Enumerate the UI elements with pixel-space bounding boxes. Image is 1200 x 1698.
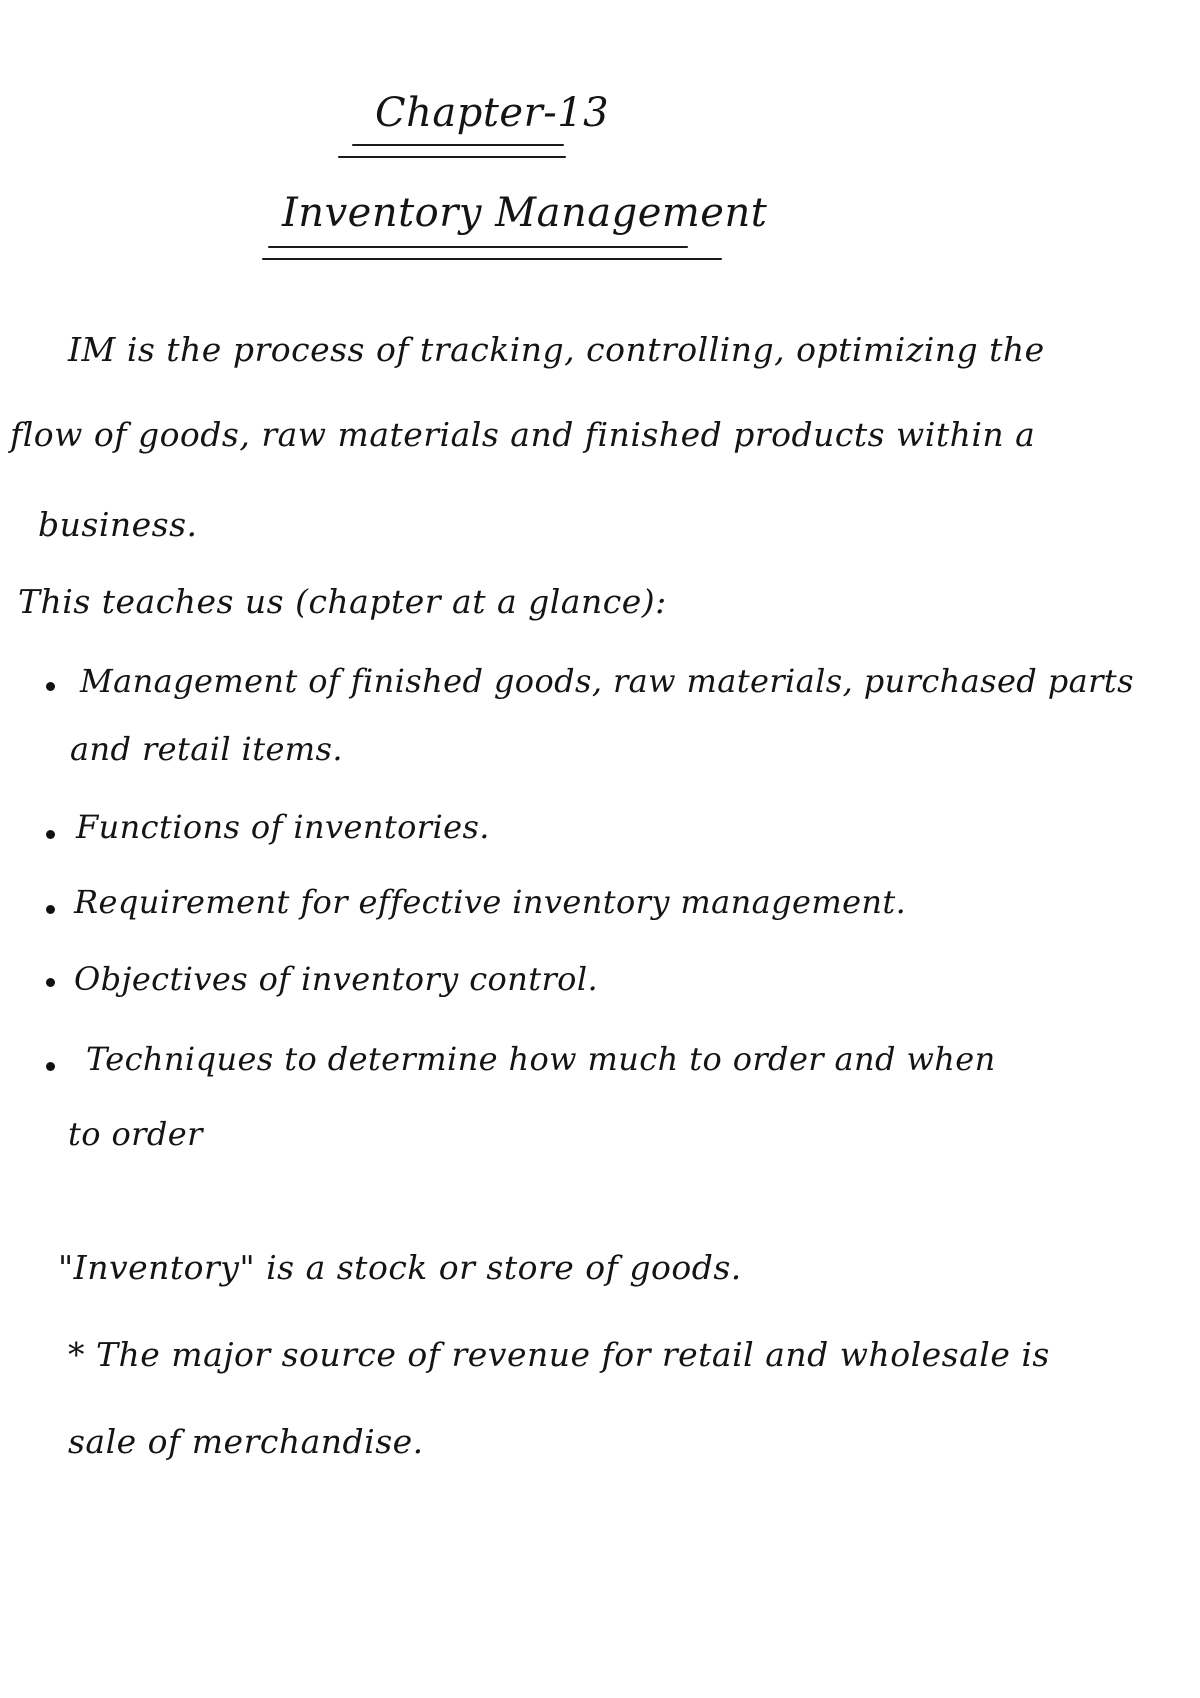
chapter-underline-1 bbox=[352, 144, 564, 146]
chapter-underline-2 bbox=[338, 156, 566, 158]
bullet-1-line-1: Management of finished goods, raw materials, purchased parts bbox=[80, 662, 1134, 700]
topic-underline-1 bbox=[268, 246, 688, 248]
definition-line-2: flow of goods, raw materials and finished products within a bbox=[10, 415, 1036, 454]
bullet-1-line-2: and retail items. bbox=[70, 730, 343, 768]
definition-line-1: IM is the process of tracking, controlling, optimizing the bbox=[68, 330, 1045, 369]
inventory-definition: "Inventory" is a stock or store of goods. bbox=[58, 1248, 742, 1287]
bullet-dot bbox=[46, 978, 55, 987]
bullet-2-line-1: Functions of inventories. bbox=[76, 808, 490, 846]
bullet-dot bbox=[46, 905, 55, 914]
topic-heading: Inventory Management bbox=[282, 190, 768, 236]
bullet-5-line-2: to order bbox=[68, 1115, 203, 1153]
bullet-4-line-1: Objectives of inventory control. bbox=[74, 960, 599, 998]
note-line-1: * The major source of revenue for retail and wholesale is bbox=[68, 1335, 1050, 1374]
bullet-5-line-1: Techniques to determine how much to order and when bbox=[86, 1040, 996, 1078]
chapter-heading: Chapter-13 bbox=[375, 90, 610, 136]
definition-line-3: business. bbox=[38, 505, 198, 544]
bullet-dot bbox=[46, 830, 55, 839]
topic-underline-2 bbox=[262, 258, 722, 260]
bullet-dot bbox=[46, 682, 55, 691]
glance-intro: This teaches us (chapter at a glance): bbox=[18, 582, 667, 621]
note-line-2: sale of merchandise. bbox=[68, 1422, 424, 1461]
bullet-3-line-1: Requirement for effective inventory management. bbox=[74, 883, 907, 921]
bullet-dot bbox=[46, 1062, 55, 1071]
